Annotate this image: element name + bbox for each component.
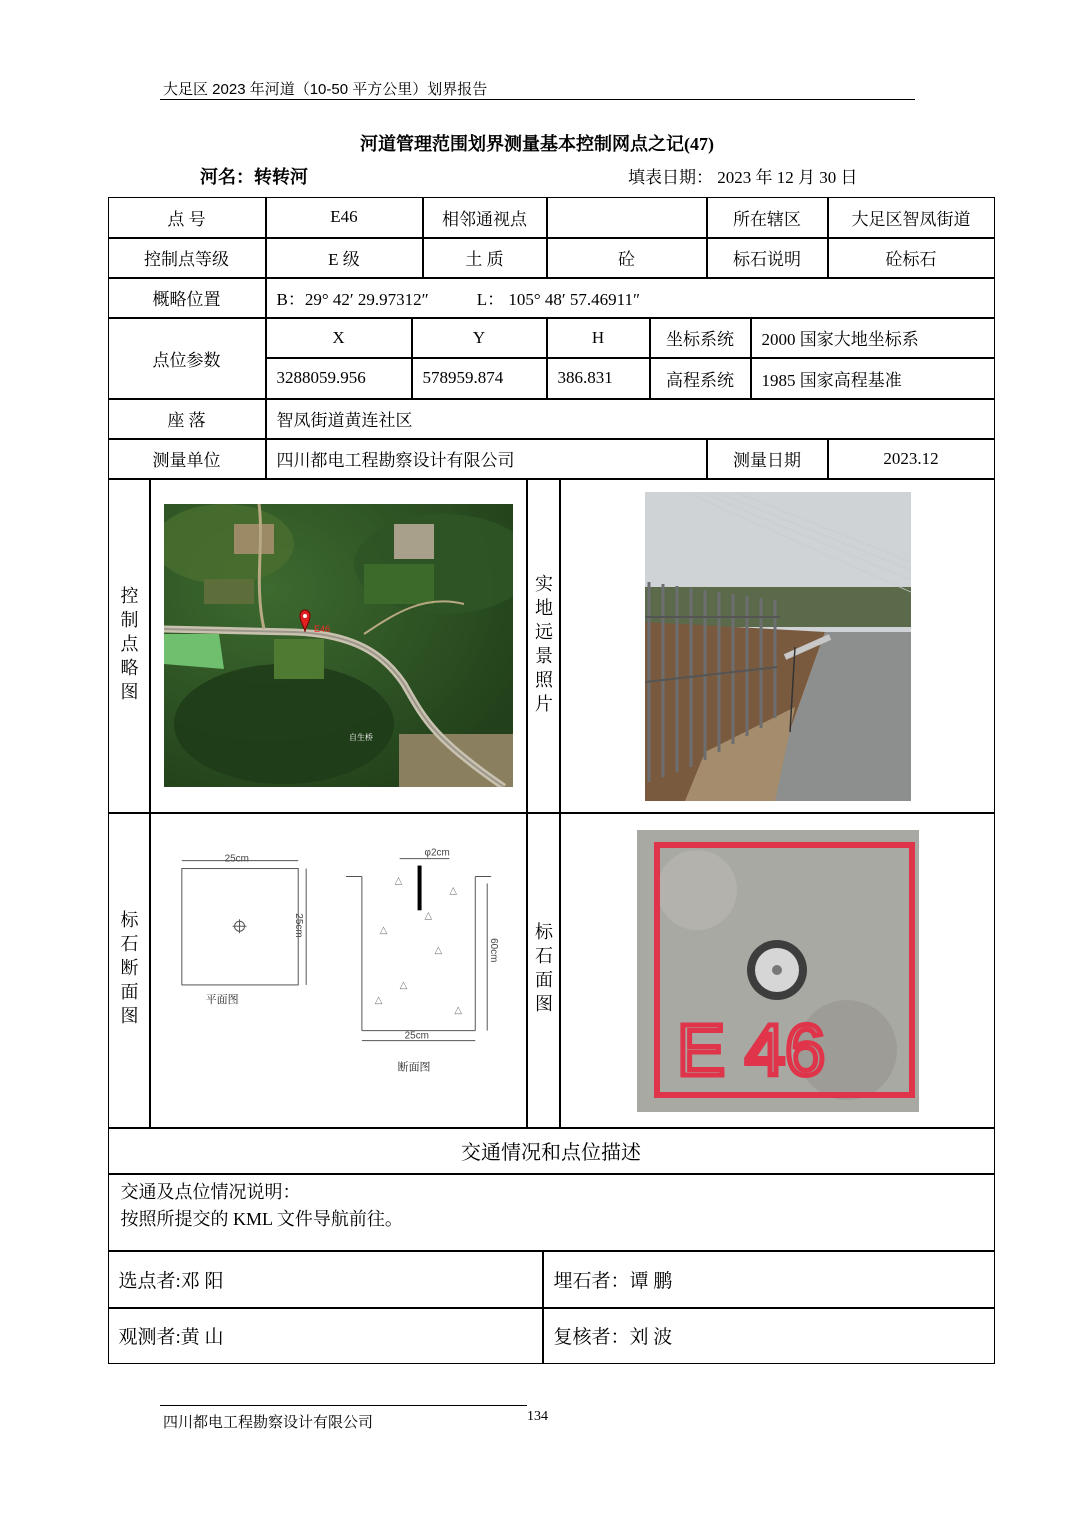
section-label-cell bbox=[108, 813, 150, 1128]
face-label-cell bbox=[527, 813, 560, 1128]
soil-label: 土 质 bbox=[423, 238, 547, 278]
svg-text:△: △ bbox=[374, 994, 382, 1006]
photo-label-cell bbox=[527, 479, 560, 813]
river-name: 河名：转转河 bbox=[200, 167, 308, 187]
visible-point-label: 相邻通视点 bbox=[423, 197, 547, 238]
photo-cell bbox=[560, 479, 995, 813]
params-label: 点位参数 bbox=[108, 318, 266, 399]
section-drawing-cell bbox=[150, 813, 527, 1128]
x-label: X bbox=[266, 318, 412, 358]
longitude: L： 105° 48′ 57.46911″ bbox=[476, 290, 641, 309]
page-title: 河道管理范围划界测量基本控制网点之记(47) bbox=[360, 134, 714, 154]
latitude: B：29° 42′ 29.97312″ bbox=[276, 290, 429, 309]
sketch-label-cell bbox=[108, 479, 150, 813]
district: 大足区智凤街道 bbox=[828, 197, 995, 238]
observer: 观测者:黄 山 bbox=[108, 1308, 543, 1364]
stone: 砼标石 bbox=[828, 238, 995, 278]
section-width-label: 25cm bbox=[404, 1030, 429, 1042]
selector: 选点者:邓 阳 bbox=[108, 1251, 543, 1308]
svg-text:△: △ bbox=[453, 1004, 462, 1016]
section-label: 标石断面图 bbox=[118, 910, 139, 1030]
location: 智凤街道黄连社区 bbox=[266, 399, 995, 439]
soil: 砼 bbox=[547, 238, 707, 278]
running-header: 大足区 2023 年河道（10-50 平方公里）划界报告 bbox=[163, 81, 488, 98]
svg-text:△: △ bbox=[424, 909, 432, 921]
control-point-table bbox=[108, 197, 995, 1364]
visible-point-value bbox=[547, 197, 707, 238]
h-label: H bbox=[547, 318, 650, 358]
survey-unit: 四川都电工程勘察设计有限公司 bbox=[266, 439, 707, 479]
approx-position-label: 概略位置 bbox=[108, 278, 266, 318]
section-title: 断面图 bbox=[397, 1059, 430, 1073]
y-value: 578959.874 bbox=[412, 358, 547, 399]
stone-mark-text: E 46 bbox=[676, 1010, 825, 1091]
district-label: 所在辖区 bbox=[707, 197, 828, 238]
x-value: 3288059.956 bbox=[266, 358, 412, 399]
svg-text:△: △ bbox=[433, 944, 442, 956]
site-photo bbox=[645, 492, 911, 801]
elev-sys-label: 高程系统 bbox=[650, 358, 751, 399]
date-label: 测量日期 bbox=[707, 439, 828, 479]
stone-label: 标石说明 bbox=[707, 238, 828, 278]
svg-text:△: △ bbox=[394, 874, 402, 886]
coord-sys-label: 坐标系统 bbox=[650, 318, 751, 358]
map-marker-label: E46 bbox=[313, 623, 330, 634]
survey-date: 2023.12 bbox=[828, 439, 995, 479]
point-no-label: 点 号 bbox=[108, 197, 266, 238]
svg-text:△: △ bbox=[448, 884, 457, 896]
fill-date: 填表日期： 2023 年 12 月 30 日 bbox=[628, 168, 858, 187]
grade-label: 控制点等级 bbox=[108, 238, 266, 278]
svg-text:△: △ bbox=[399, 979, 407, 991]
approx-position bbox=[266, 278, 995, 318]
svg-text:△: △ bbox=[379, 924, 387, 936]
elev-sys: 1985 国家高程基准 bbox=[751, 358, 995, 399]
map-place-label: 自生桥 bbox=[348, 732, 373, 742]
y-label: Y bbox=[412, 318, 547, 358]
traffic-heading: 交通及点位情况说明： bbox=[120, 1181, 301, 1202]
section-depth-label: 60cm bbox=[487, 937, 499, 962]
coord-sys: 2000 国家大地坐标系 bbox=[751, 318, 995, 358]
h-value: 386.831 bbox=[547, 358, 650, 399]
traffic-description bbox=[108, 1174, 995, 1251]
plan-height-label: 25cm bbox=[292, 912, 304, 938]
burier: 埋石者：谭 鹏 bbox=[543, 1251, 995, 1308]
photo-label: 实地远景照片 bbox=[533, 573, 553, 718]
traffic-text: 按照所提交的 KML 文件导航前往。 bbox=[120, 1208, 403, 1229]
unit-label: 测量单位 bbox=[108, 439, 266, 479]
header-rule bbox=[160, 99, 915, 100]
location-label: 座 落 bbox=[108, 399, 266, 439]
grade: E 级 bbox=[266, 238, 423, 278]
footer-rule bbox=[160, 1405, 527, 1406]
point-no: E46 bbox=[266, 197, 423, 238]
traffic-title: 交通情况和点位描述 bbox=[108, 1128, 995, 1174]
footer-company: 四川都电工程勘察设计有限公司 bbox=[163, 1415, 374, 1431]
stone-face-photo bbox=[637, 830, 919, 1112]
face-label: 标石面图 bbox=[533, 922, 553, 1018]
satellite-map bbox=[164, 504, 513, 787]
face-photo-cell bbox=[560, 813, 995, 1128]
section-drawing bbox=[151, 813, 526, 1128]
section-top-label: φ2cm bbox=[424, 847, 450, 859]
page-number: 134 bbox=[527, 1409, 548, 1424]
plan-width-label: 25cm bbox=[224, 853, 249, 865]
reviewer: 复核者：刘 波 bbox=[543, 1308, 995, 1364]
plan-title: 平面图 bbox=[205, 992, 239, 1006]
sketch-cell bbox=[150, 479, 527, 813]
sketch-label: 控制点略图 bbox=[118, 585, 139, 706]
